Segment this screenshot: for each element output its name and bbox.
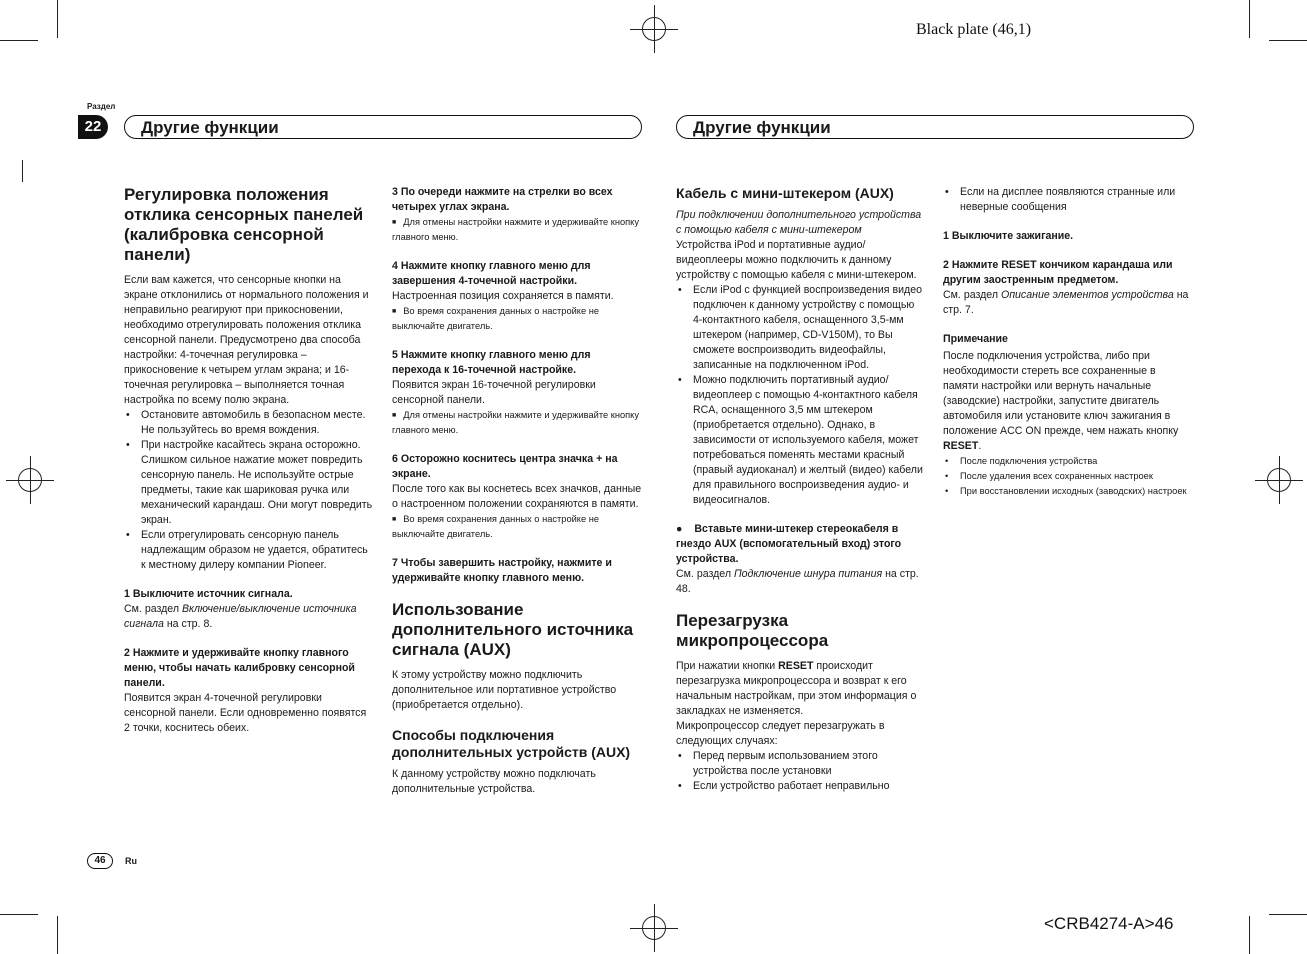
calibration-title: Регулировка положения отклика сенсорных панелей (калибровка сенсорной панели): [124, 185, 364, 264]
registration-mark: [642, 916, 666, 940]
list-item: • После удаления всех сохраненных настроек: [943, 469, 1193, 484]
reset-bullets: [676, 749, 926, 794]
step-5-note: ■ Для отмены настройки нажмите и удерживайте кнопку главного меню.: [392, 408, 642, 438]
list-item: • Если отрегулировать сенсорную панель надлежащим образом не удается, обратитесь к местному дилеру компании Pioneer.: [124, 528, 374, 573]
crop-mark: [0, 40, 38, 41]
calibration-intro: Если вам кажется, что сенсорные кнопки на экране отклонились от нормального положения и неправильно реагируют при прикосновении, необходимо отрегулировать положения отклика сенсорной панели. Предусмотрено два способа настройки: 4-точечная регулировка – прикосновение к четырем углам экрана; и 16-точечная регулировка – выполняется точная настройка по всему полю экрана.: [124, 274, 369, 406]
column-4: [943, 185, 1193, 499]
section-title-right: Другие функции: [676, 115, 1194, 139]
language-label: Ru: [125, 856, 137, 866]
step-4-title: 4 Нажмите кнопку главного меню для завершения 4-точечной настройки.: [392, 260, 591, 287]
cross-reference-link: Описание элементов устройства: [1000, 289, 1174, 301]
registration-mark: [18, 468, 42, 492]
list-item: • Перед первым использованием этого устройства после установки: [676, 749, 926, 779]
step-2-text: См. раздел Описание элементов устройства на стр. 7.: [943, 289, 1189, 316]
crop-mark: [1249, 0, 1250, 38]
list-item: • При восстановлении исходных (заводских) настроек: [943, 484, 1193, 499]
list-item: • После подключения устройства: [943, 454, 1193, 469]
reset-title: Перезагрузка микропроцессора: [676, 611, 829, 650]
column-2: [392, 185, 642, 797]
step-3-note: ■ Для отмены настройки нажмите и удерживайте кнопку главного меню.: [392, 215, 642, 245]
cable-text: Устройства iPod и портативные аудио/видеоплееры можно подключить к данному устройству с помощью кабеля с мини-штекером.: [676, 239, 917, 281]
insert-text: См. раздел Подключение шнура питания на стр. 48.: [676, 568, 919, 595]
cross-reference-link: Подключение шнура питания: [733, 568, 883, 580]
step-2-text: Появится экран 4-точечной регулировки сенсорной панели. Если одновременно появятся 2 точки, коснитесь обеих.: [124, 692, 367, 734]
step-6-note: ■ Во время сохранения данных о настройке не выключайте двигатель.: [392, 512, 642, 542]
step-1-text: См. раздел Включение/выключение источника сигнала на стр. 8.: [124, 603, 357, 630]
step-4-text: Настроенная позиция сохраняется в памяти.: [392, 290, 614, 302]
list-item: • Если устройство работает неправильно: [676, 779, 926, 794]
crop-mark: [57, 0, 58, 38]
crop-mark: [57, 916, 58, 954]
column-1: [124, 185, 374, 736]
section-number: 22: [78, 115, 108, 139]
calibration-bullets: [124, 408, 374, 573]
plate-label: Black plate (46,1): [916, 21, 1032, 38]
list-item: • Можно подключить портативный аудио/видеоплеер с помощью 4-контактного кабеля RCA, оснащенного 3,5 мм штекером (приобретается отдельно). Однако, в зависимости от используемого кабеля, может потребоваться поменять местами красный (правый аудиоканал) и желтый (видео) кабели для правильного воспроизведения аудио- и видеосигналов.: [676, 373, 926, 508]
step-2-title: 2 Нажмите и удерживайте кнопку главного меню, чтобы начать калибровку сенсорной панели.: [124, 647, 355, 689]
step-1-title: 1 Выключите источник сигнала.: [124, 588, 293, 600]
reset-text-2: Микропроцессор следует перезагружать в следующих случаях:: [676, 720, 885, 747]
list-item: • Если iPod с функцией воспроизведения видео подключен к данному устройству с помощью 4-контактного кабеля, оснащенного 3,5-мм штекером (например, CD-V150M), то Вы сможете воспроизводить видеофайлы, записанные на подключенном iPod.: [676, 283, 926, 373]
document-code: <CRB4274-A>46: [1044, 914, 1174, 933]
note-title: Примечание: [943, 333, 1008, 345]
methods-text: К данному устройству можно подключать дополнительные устройства.: [392, 768, 596, 795]
reset-bullets-continued: [943, 185, 1193, 215]
list-item: • Если на дисплее появляются странные или неверные сообщения: [943, 185, 1193, 215]
list-item: • При настройке касайтесь экрана осторожно. Слишком сильное нажатие может повредить сенсорную панель. Не используйте острые предметы, такие как шариковая ручка или механический карандаш. Они могут повредить экран.: [124, 438, 374, 528]
registration-mark: [642, 17, 666, 41]
step-5-text: Появится экран 16-точечной регулировки сенсорной панели.: [392, 379, 596, 406]
section-title-left: Другие функции: [124, 115, 642, 139]
aux-text: К этому устройству можно подключить дополнительное или портативное устройство (приобретается отдельно).: [392, 669, 617, 711]
cable-title: Кабель с мини-штекером (AUX): [676, 185, 894, 201]
note-text: После подключения устройства, либо при необходимости стереть все сохраненные в памяти настройки или вернуть начальные (заводские) настройки, запустите двигатель автомобиля или установите ключ зажигания в положение ACC ON прежде, чем нажать кнопку RESET.: [943, 350, 1179, 452]
insert-step: ● Вставьте мини-штекер стереокабеля в гнездо AUX (вспомогательный вход) этого устройства.: [676, 523, 902, 565]
page-number: 46: [87, 853, 113, 869]
step-4-note: ■ Во время сохранения данных о настройке не выключайте двигатель.: [392, 304, 642, 334]
crop-mark: [22, 160, 23, 182]
list-item: • Остановите автомобиль в безопасном месте. Не пользуйтесь во время вождения.: [124, 408, 374, 438]
step-5-title: 5 Нажмите кнопку главного меню для перехода к 16-точечной настройке.: [392, 349, 591, 376]
crop-mark: [1269, 40, 1307, 41]
step-7-title: 7 Чтобы завершить настройку, нажмите и удерживайте кнопку главного меню.: [392, 557, 612, 584]
step-6-title: 6 Осторожно коснитесь центра значка + на экране.: [392, 453, 618, 480]
crop-mark: [1249, 916, 1250, 954]
section-label: Раздел: [87, 102, 116, 111]
crop-mark: [0, 914, 38, 915]
note-bullets: [943, 454, 1193, 499]
crop-mark: [1269, 914, 1307, 915]
cable-bullets: [676, 283, 926, 508]
step-6-text: После того как вы коснетесь всех значков, данные о настроенном положении сохраняются в памяти.: [392, 483, 642, 510]
step-3-title: 3 По очереди нажмите на стрелки во всех четырех углах экрана.: [392, 186, 613, 213]
aux-title: Использование дополнительного источника сигнала (AUX): [392, 600, 634, 659]
step-1-title: 1 Выключите зажигание.: [943, 230, 1074, 242]
cable-subtitle: При подключении дополнительного устройства с помощью кабеля с мини-штекером: [676, 209, 922, 236]
column-3: [676, 185, 926, 794]
reset-text: При нажатии кнопки RESET происходит перезагрузка микропроцессора и возврат к его начальным настройкам, при этом информация о закладках не изменяется.: [676, 660, 917, 717]
methods-title: Способы подключения дополнительных устройств (AUX): [392, 727, 631, 760]
registration-mark: [1267, 468, 1291, 492]
step-2-title: 2 Нажмите RESET кончиком карандаша или другим заостренным предметом.: [943, 259, 1173, 286]
cross-reference-link: Включение/выключение источника сигнала: [124, 603, 357, 630]
